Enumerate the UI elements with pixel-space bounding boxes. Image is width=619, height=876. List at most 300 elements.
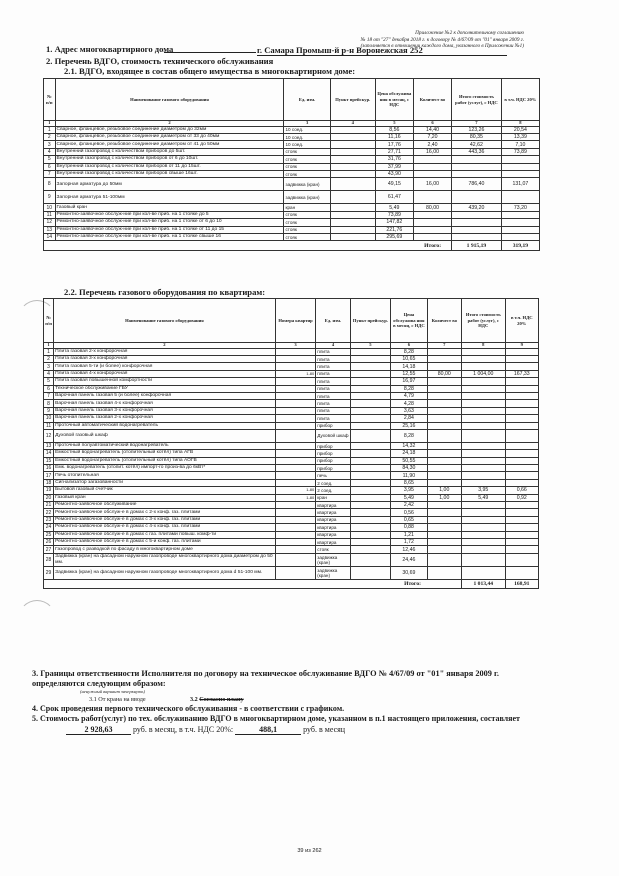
total-cost: [462, 457, 506, 464]
table-row: [44, 191, 540, 204]
unit: стояк: [284, 233, 330, 240]
equipment-name: Ремонтно-заявочное обслуживание: [54, 502, 276, 509]
quantity: [427, 378, 461, 385]
table-row: [44, 170, 540, 177]
unit: стояк: [284, 148, 330, 155]
table2-body: [44, 348, 539, 579]
quantity: [427, 363, 461, 370]
vat-amount: [501, 233, 539, 240]
monthly-price: 5,49: [375, 204, 413, 211]
unit: прибор: [316, 422, 350, 429]
total-cost: [462, 400, 506, 407]
table-header-row: [44, 79, 540, 121]
col-header: Итого стоимость работ (услуг), с НДС: [462, 299, 506, 343]
col-header: № п/п: [44, 299, 54, 343]
apartment-numbers: 1-80: [275, 494, 315, 501]
unit: плита: [316, 355, 350, 362]
quantity: 14,40: [413, 126, 451, 133]
col-index: 5: [375, 121, 413, 127]
monthly-price: 73,89: [375, 211, 413, 218]
total-cost: [452, 226, 502, 233]
equipment-name: Сварное, фланцевое, резьбовое соединение диаметром от 33 до 40мм: [55, 133, 284, 140]
monthly-price: 84,30: [391, 465, 427, 472]
row-number: 1: [44, 348, 54, 355]
monthly-price: 24,46: [391, 553, 427, 566]
vat-amount: [505, 546, 538, 553]
price-list-item: [350, 502, 390, 509]
table-row: [44, 363, 539, 370]
vat-amount: 20,54: [501, 126, 539, 133]
monthly-price: 5,49: [391, 494, 427, 501]
unit: Духовой шкаф: [316, 429, 350, 442]
price-list-item: [350, 407, 390, 414]
table-row: [44, 472, 539, 479]
quantity: [427, 442, 461, 449]
vat-amount: [505, 450, 538, 457]
quantity: [413, 211, 451, 218]
table-row: [44, 219, 540, 226]
quantity: 80,00: [413, 204, 451, 211]
monthly-price: 8,65: [391, 479, 427, 486]
table-row: [44, 531, 539, 538]
apartment-numbers: [275, 429, 315, 442]
table2-total-row: [44, 579, 539, 588]
col-index: 8: [501, 121, 539, 127]
quantity: [413, 156, 451, 163]
total-cost: 1 004,00: [462, 370, 506, 377]
section3-option2-number: 3.2: [190, 696, 198, 703]
monthly-price: 30,69: [391, 566, 427, 579]
quantity: [427, 531, 461, 538]
row-number: 10: [44, 204, 56, 211]
quantity: [427, 516, 461, 523]
section5-text: 5. Стоимость работ(услуг) по тех. обслуживанию ВДГО в многоквартирном доме, указанном в п.1 настоящего приложения, составляет: [32, 714, 520, 723]
quantity: [413, 219, 451, 226]
address-underline-left: [164, 52, 256, 53]
equipment-name: Ремонтно-заявочное обслуж-е в домах с 5-и конф. газ. плитами: [54, 538, 276, 545]
col-header: Пункт прейскур.: [350, 299, 390, 343]
vat-amount: [505, 472, 538, 479]
unit: стояк: [284, 226, 330, 233]
row-number: 7: [44, 170, 56, 177]
quantity: [413, 233, 451, 240]
col-index: 4: [316, 343, 350, 349]
vat-amount: [505, 502, 538, 509]
row-number: 5: [44, 156, 56, 163]
monthly-price: 1,21: [391, 531, 427, 538]
monthly-price: 8,28: [391, 385, 427, 392]
equipment-name: Плита газовая 5-ти (и более) конфорочная: [54, 363, 276, 370]
equipment-name: Задвижка (кран) на фасадном наружном газопроводе многоквартирного дома диаметром до 50 мм.: [54, 553, 276, 566]
total-value: 1 013,44: [462, 579, 506, 588]
table-row: [44, 156, 540, 163]
equipment-name: Ремонтно-заявочное обслуж-ние при кол-ве приб. на 1 стояке от 11 до 15: [55, 226, 284, 233]
total-cost: [452, 211, 502, 218]
table1-body: [44, 126, 540, 241]
row-number: 12: [44, 219, 56, 226]
common-property-table: [43, 78, 540, 251]
quantity: 16,00: [413, 178, 451, 191]
apartment-numbers: [275, 546, 315, 553]
col-index: 4: [330, 121, 375, 127]
vat-amount: [505, 400, 538, 407]
unit: плита: [316, 348, 350, 355]
quantity: [427, 355, 461, 362]
equipment-name: Ремонтно-заявочное обслуж-е в домах с 3-х конф. газ. плитами: [54, 516, 276, 523]
monthly-price: 295,69: [375, 233, 413, 240]
unit: плита: [316, 378, 350, 385]
monthly-price: 12,46: [391, 546, 427, 553]
total-cost: [452, 233, 502, 240]
table-row: [44, 148, 540, 155]
vat-amount: [501, 191, 539, 204]
row-number: 24: [44, 524, 54, 531]
total-cost: [462, 392, 506, 399]
col-header: Пункт прейскур.: [330, 79, 375, 121]
row-number: 4: [44, 148, 56, 155]
col-index: 7: [427, 343, 461, 349]
total-cost: [462, 363, 506, 370]
table-row: [44, 553, 539, 566]
table1-total-row: [44, 241, 540, 251]
quantity: [427, 538, 461, 545]
monthly-price: 12,55: [391, 370, 427, 377]
total-cost: 3,95: [462, 487, 506, 494]
unit: квартира: [316, 538, 350, 545]
equipment-name: Ремонтно-заявочное обслуж-ние при кол-ве приб. на 1 стояке до 5: [55, 211, 284, 218]
section3-hint: (ненужный вариант зачеркнуть): [80, 689, 146, 694]
table-row: [44, 392, 539, 399]
equipment-name: Ремонтно-заявочное обслуж-ние при кол-ве приб. на 1 стояке от 6 до 10: [55, 219, 284, 226]
vat-amount: [505, 415, 538, 422]
equipment-name: Духовой газовый шкаф: [54, 429, 276, 442]
apartment-numbers: [275, 400, 315, 407]
unit: квартира: [316, 502, 350, 509]
vat-amount: 0,66: [505, 487, 538, 494]
col-index: 9: [505, 343, 538, 349]
table-row: [44, 415, 539, 422]
total-cost: [452, 219, 502, 226]
price-list-item: [350, 516, 390, 523]
total-cost: [462, 553, 506, 566]
total-cost: [462, 422, 506, 429]
row-number: 9: [44, 191, 56, 204]
unit: прибор: [316, 465, 350, 472]
section2-title: 2. Перечень ВДГО, стоимость технического обслуживания: [46, 56, 274, 66]
price-list-item: [350, 494, 390, 501]
row-number: 8: [44, 178, 56, 191]
col-header: Наименование газового оборудования: [55, 79, 284, 121]
unit: стояк: [284, 211, 330, 218]
row-number: 22: [44, 509, 54, 516]
vat-amount: [501, 219, 539, 226]
equipment-name: Печь отопительная: [54, 472, 276, 479]
row-number: 15: [44, 457, 54, 464]
vat-amount: [505, 566, 538, 579]
total-cost: [462, 538, 506, 545]
table-row: [44, 429, 539, 442]
appendix-note-line3: (заполняется в отношении каждого дома, указанного в Приложении №1): [360, 43, 524, 50]
col-header: Количест во: [413, 79, 451, 121]
monthly-price: 17,76: [375, 141, 413, 148]
price-list-item: [350, 422, 390, 429]
total-cost: [462, 479, 506, 486]
equipment-name: Проточный полуавтоматический водонагреватель: [54, 442, 276, 449]
quantity: [427, 422, 461, 429]
monthly-price: 16,97: [391, 378, 427, 385]
price-list-item: [350, 465, 390, 472]
unit: плита: [316, 370, 350, 377]
quantity: [427, 465, 461, 472]
total-cost: [462, 516, 506, 523]
quantity: 7,20: [413, 133, 451, 140]
row-number: 13: [44, 442, 54, 449]
total-cost: [452, 156, 502, 163]
quantity: [427, 407, 461, 414]
quantity: [413, 226, 451, 233]
total-vat-value: 319,19: [501, 241, 539, 251]
unit: стояк: [284, 219, 330, 226]
monthly-price: 0,65: [391, 516, 427, 523]
col-header: Наименование газового оборудования: [54, 299, 276, 343]
row-number: 11: [44, 211, 56, 218]
table-row: [44, 133, 540, 140]
monthly-price: 8,56: [375, 126, 413, 133]
total-cost: [462, 407, 506, 414]
table-row: [44, 126, 540, 133]
apartment-numbers: [275, 472, 315, 479]
price-list-item: [350, 566, 390, 579]
monthly-price: 4,28: [391, 400, 427, 407]
quantity: [427, 429, 461, 442]
monthly-price: 3,95: [391, 487, 427, 494]
vat-amount: [505, 422, 538, 429]
vat-amount: [505, 378, 538, 385]
row-number: 29: [44, 566, 54, 579]
table-row: [44, 163, 540, 170]
row-number: 14: [44, 450, 54, 457]
price-list-item: [350, 538, 390, 545]
row-number: 5: [44, 378, 54, 385]
price-list-item: [330, 133, 375, 140]
equipment-name: Внутренний газопровод с количеством приборов до 5шт.: [55, 148, 284, 155]
price-list-item: [330, 178, 375, 191]
table-row: [44, 233, 540, 240]
col-index: 1: [44, 343, 54, 349]
monthly-price: 0,88: [391, 524, 427, 531]
apartment-numbers: [275, 385, 315, 392]
quantity: [427, 524, 461, 531]
quantity: [427, 385, 461, 392]
vat-amount: [505, 516, 538, 523]
unit: 2 соед.: [316, 487, 350, 494]
total-cost: [462, 524, 506, 531]
price-list-item: [350, 378, 390, 385]
unit: стояк: [284, 163, 330, 170]
unit: прибор: [316, 457, 350, 464]
unit: задвижка (кран): [284, 178, 330, 191]
col-index: 2: [55, 121, 284, 127]
vat-amount: [505, 538, 538, 545]
total-cost: [462, 531, 506, 538]
unit: квартира: [316, 516, 350, 523]
unit: плита: [316, 363, 350, 370]
total-cost: 786,40: [452, 178, 502, 191]
price-list-item: [350, 370, 390, 377]
quantity: [427, 502, 461, 509]
monthly-price: 37,99: [375, 163, 413, 170]
monthly-price: 24,18: [391, 450, 427, 457]
table-row: [44, 442, 539, 449]
unit: прибор: [316, 442, 350, 449]
equipment-name: Газовый кран: [55, 204, 284, 211]
apartment-numbers: [275, 553, 315, 566]
equipment-name: Емкостный водонагреватель (отопительный котёл) типа АГВ: [54, 450, 276, 457]
quantity: [427, 392, 461, 399]
section3-line1: 3. Границы ответственности Исполнителя по договору на техническое обслуживание ВДГО № 4/67/09 от "01" января 2009 г.: [32, 669, 499, 678]
price-list-item: [350, 442, 390, 449]
price-list-item: [330, 191, 375, 204]
table-row: [44, 450, 539, 457]
row-number: 25: [44, 531, 54, 538]
col-index: 5: [350, 343, 390, 349]
page-counter: 39 из 262: [297, 848, 322, 854]
col-header: Ед. изм.: [316, 299, 350, 343]
price-list-item: [350, 415, 390, 422]
apartment-numbers: [275, 450, 315, 457]
col-header: Количест во: [427, 299, 461, 343]
equipment-name: Сигнализатор загазованности: [54, 479, 276, 486]
apartment-numbers: [275, 407, 315, 414]
unit: 10 соед.: [284, 141, 330, 148]
vat-amount: [505, 385, 538, 392]
monthly-price: 27,71: [375, 148, 413, 155]
row-number: 1: [44, 126, 56, 133]
monthly-price: 2,84: [391, 415, 427, 422]
col-header: Цена обслужива ния в месяц, с НДС: [391, 299, 427, 343]
total-cost: [462, 348, 506, 355]
vat-amount: [505, 348, 538, 355]
table-row: [44, 457, 539, 464]
monthly-price: 11,16: [375, 133, 413, 140]
vat-amount: 73,20: [501, 204, 539, 211]
apartment-numbers: 1-80: [275, 370, 315, 377]
unit: стояк: [284, 156, 330, 163]
appendix-note-line2: № 18 от "27" декабря 2018 г. к договору № 4/67/09 от "01" января 2009 г.: [360, 36, 524, 43]
equipment-name: Сварное, фланцевое, резьбовое соединение диаметром от 41 до 50мм: [55, 141, 284, 148]
table-row: [44, 407, 539, 414]
equipment-name: Емк. водонагреватель (отопит. котёл) импорт-го произ-ва до 6кВт*: [54, 465, 276, 472]
monthly-price: 14,32: [391, 442, 427, 449]
table-row: [44, 400, 539, 407]
total-cost: [452, 191, 502, 204]
quantity: [413, 163, 451, 170]
equipment-name: Плита газовая повышенной комфортности: [54, 378, 276, 385]
monthly-cost-label: руб. в месяц, в т.ч. НДС 20%:: [133, 725, 234, 734]
vat-amount: [501, 156, 539, 163]
appendix-note-line1: Приложение №2 к дополнительному соглашению: [415, 30, 524, 36]
address-label: 1. Адрес многоквартирного дома: [46, 44, 174, 54]
total-cost: 80,35: [452, 133, 502, 140]
row-number: 27: [44, 546, 54, 553]
quantity: [427, 509, 461, 516]
quantity: [427, 348, 461, 355]
price-list-item: [330, 148, 375, 155]
apartment-numbers: [275, 509, 315, 516]
monthly-price: 1,72: [391, 538, 427, 545]
price-list-item: [350, 487, 390, 494]
equipment-name: Ремонтно-заявочное обслуж-ние при кол-ве приб. на 1 стояке свыше 16: [55, 233, 284, 240]
vat-amount: [505, 457, 538, 464]
quantity: [427, 553, 461, 566]
price-list-item: [330, 170, 375, 177]
monthly-price: 8,28: [391, 429, 427, 442]
col-header: Ед. изм.: [284, 79, 330, 121]
table-row: [44, 546, 539, 553]
price-list-item: [330, 141, 375, 148]
vat-amount: [505, 407, 538, 414]
price-list-item: [330, 126, 375, 133]
monthly-vat-value: 488,1: [235, 725, 301, 735]
monthly-price: 50,55: [391, 457, 427, 464]
col-index: 8: [462, 343, 506, 349]
unit: прибор: [316, 450, 350, 457]
unit: плита: [316, 385, 350, 392]
total-cost: [462, 566, 506, 579]
total-cost: [452, 170, 502, 177]
quantity: 16,00: [413, 148, 451, 155]
monthly-cost-value: 2 928,63: [66, 725, 131, 735]
unit: 10 соед.: [284, 126, 330, 133]
total-cost: [462, 502, 506, 509]
price-list-item: [350, 355, 390, 362]
section2-1-title: 2.1. ВДГО, входящее в состав общего имущества в многоквартирном доме:: [64, 66, 356, 76]
row-number: 8: [44, 400, 54, 407]
equipment-name: Запорная арматура 51-100мм: [55, 191, 284, 204]
vat-amount: [505, 509, 538, 516]
price-list-item: [350, 553, 390, 566]
equipment-name: Проточный автоматический водонагреватель: [54, 422, 276, 429]
price-list-item: [330, 211, 375, 218]
apartment-numbers: [275, 392, 315, 399]
price-list-item: [350, 385, 390, 392]
quantity: [427, 546, 461, 553]
total-cost: 439,20: [452, 204, 502, 211]
monthly-price: 43,90: [375, 170, 413, 177]
table-row: [44, 494, 539, 501]
vat-amount: [501, 211, 539, 218]
table-row: [44, 370, 539, 377]
vat-amount: 7,10: [501, 141, 539, 148]
equipment-name: Техническое обслуживание ГБУ: [54, 385, 276, 392]
col-index: 7: [452, 121, 502, 127]
row-number: 14: [44, 233, 56, 240]
monthly-price: 14,18: [391, 363, 427, 370]
equipment-name: Сварное, фланцевое, резьбовое соединение диаметром до 32мм: [55, 126, 284, 133]
table-row: [44, 348, 539, 355]
vat-amount: [501, 226, 539, 233]
monthly-price: 49,15: [375, 178, 413, 191]
col-index: 3: [275, 343, 315, 349]
table-row: [44, 226, 540, 233]
monthly-price: 0,56: [391, 509, 427, 516]
apartment-numbers: [275, 348, 315, 355]
apartment-numbers: [275, 566, 315, 579]
total-cost: [462, 546, 506, 553]
price-list-item: [350, 400, 390, 407]
vat-amount: [501, 163, 539, 170]
row-number: 20: [44, 494, 54, 501]
